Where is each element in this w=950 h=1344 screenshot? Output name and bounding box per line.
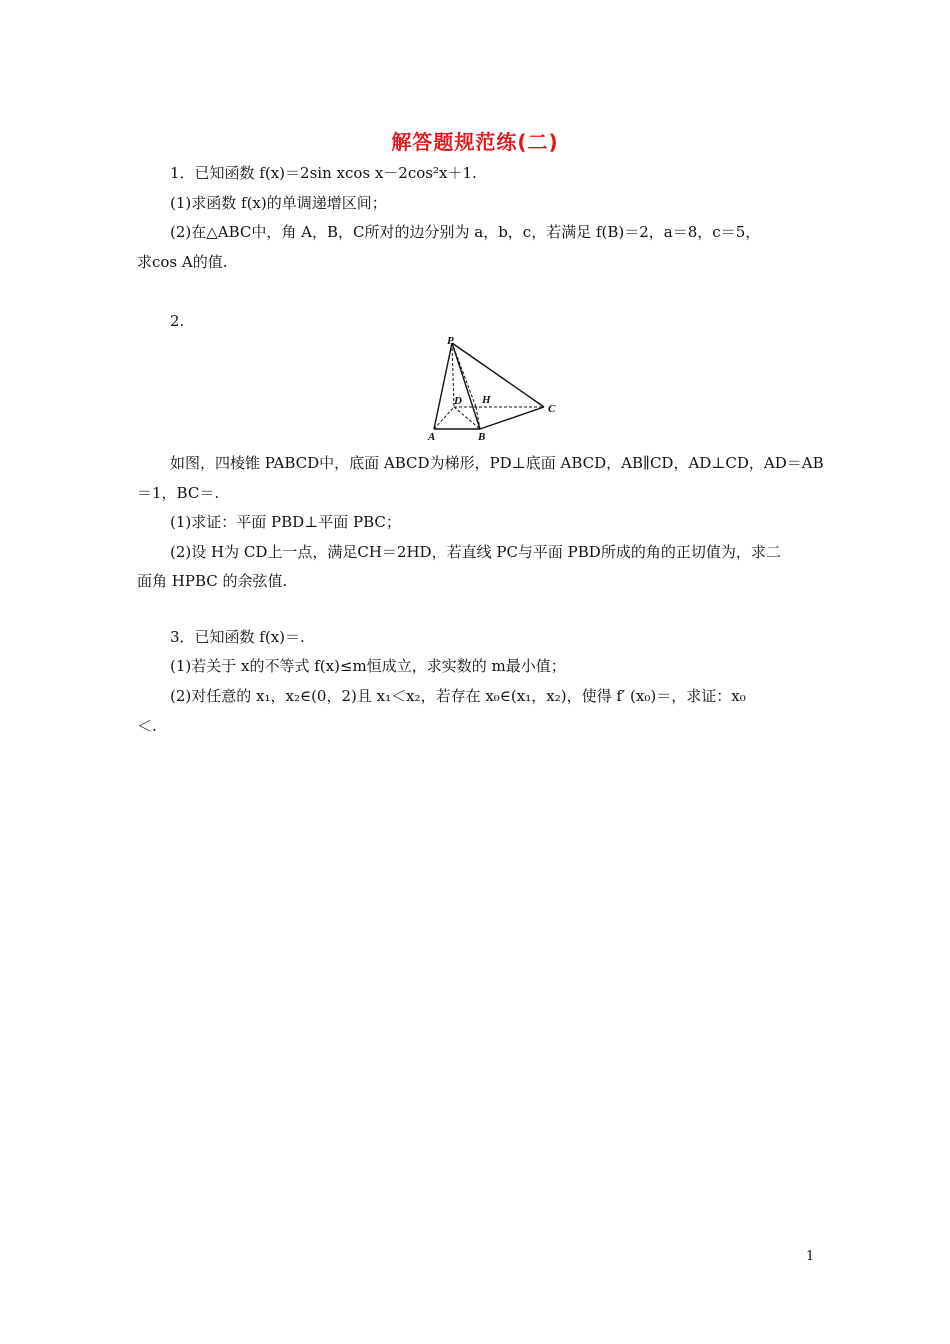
page-number: 1	[806, 1249, 815, 1264]
problem-1-part-2: (2)在△ABC中，角 A，B，C所对的边分别为 a，b，c，若满足 f(B)＝2，a＝8，c＝5，	[170, 223, 761, 241]
problem-1-part-2-cont: 求cos A的值.	[137, 253, 228, 271]
problem-3-statement: 3．已知函数 f(x)＝.	[170, 628, 305, 646]
label-C: C	[548, 403, 556, 415]
pyramid-diagram	[420, 333, 570, 445]
problem-2-part-2: (2)设 H为 CD上一点，满足CH＝2HD，若直线 PC与平面 PBD所成的角的正切值为，求二	[170, 543, 781, 561]
problem-2-part-2-cont: 面角 HPBC 的余弦值.	[137, 572, 288, 590]
problem-2-number: 2.	[170, 312, 185, 330]
problem-3-part-1: (1)若关于 x的不等式 f(x)≤m恒成立，求实数的 m最小值；	[170, 657, 566, 675]
label-D: D	[454, 395, 462, 407]
problem-2-part-1: (1)求证：平面 PBD⊥平面 PBC；	[170, 513, 401, 531]
document-title: 解答题规范练(二)	[391, 130, 559, 154]
problem-2-statement-cont: ＝1，BC＝.	[137, 484, 220, 502]
label-H: H	[482, 394, 491, 406]
pyramid-figure	[420, 333, 570, 445]
problem-1-statement: 1．已知函数 f(x)＝2sin xcos x－2cos²x＋1.	[170, 164, 477, 182]
label-P: P	[447, 335, 454, 347]
label-A: A	[428, 431, 436, 443]
problem-3-part-2-cont: ＜.	[137, 717, 157, 735]
label-B: B	[478, 431, 486, 443]
problem-1-part-1: (1)求函数 f(x)的单调递增区间；	[170, 194, 387, 212]
problem-2-statement: 如图，四棱锥 PABCD中，底面 ABCD为梯形，PD⊥底面 ABCD，AB∥CD，AD⊥CD，AD＝AB	[170, 454, 824, 472]
problem-3-part-2: (2)对任意的 x₁，x₂∈(0，2)且 x₁＜x₂，若存在 x₀∈(x₁，x₂)，使得 f′ (x₀)＝，求证：x₀	[170, 687, 746, 705]
